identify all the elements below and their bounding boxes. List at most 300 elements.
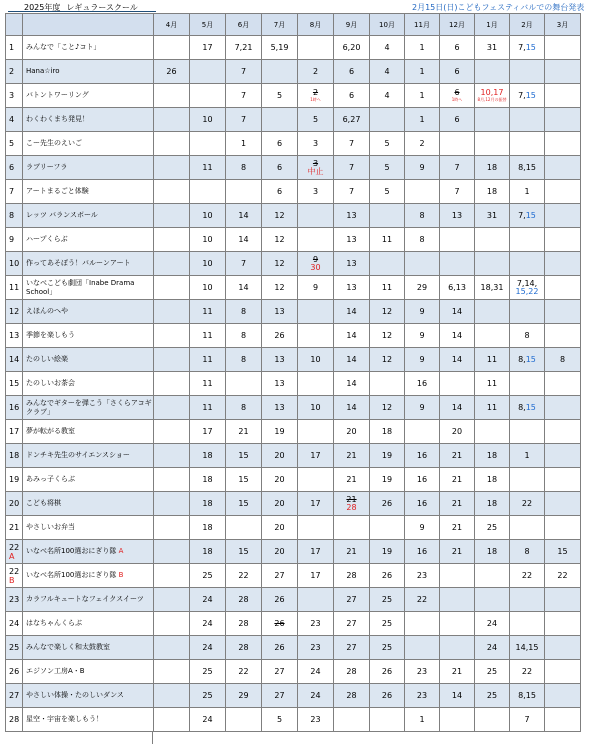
month-cell: 7 [226, 108, 262, 132]
class-name: いなべ名所100選おにぎり隊 A [23, 540, 154, 564]
month-cell [154, 468, 190, 492]
month-cell: 8 [226, 348, 262, 372]
month-cell: 14 [226, 276, 262, 300]
month-cell [190, 132, 226, 156]
month-cell: 23 [405, 564, 440, 588]
month-header: 3月 [545, 14, 581, 36]
month-cell [440, 564, 475, 588]
row-number: 4 [6, 108, 23, 132]
month-cell [298, 36, 334, 60]
month-cell [440, 252, 475, 276]
row-number: 6 [6, 156, 23, 180]
table-row [6, 252, 581, 276]
month-cell: 18 [190, 516, 226, 540]
table-edge-line [152, 732, 153, 744]
row-number: 17 [6, 420, 23, 444]
row-number: 2 [6, 60, 23, 84]
month-cell: 5 [370, 180, 405, 204]
month-cell: 25 [475, 516, 510, 540]
month-cell: 23 [405, 660, 440, 684]
month-cell: 1 [510, 180, 545, 204]
class-name: いなべこども劇団「Inabe Drama School」 [23, 276, 154, 300]
class-name: あみっ子くらぶ [23, 468, 154, 492]
month-cell: 21 [440, 492, 475, 516]
month-cell [545, 396, 581, 420]
month-cell [154, 492, 190, 516]
month-cell: 14 [440, 324, 475, 348]
month-cell: 29 [226, 684, 262, 708]
month-cell [545, 36, 581, 60]
row-number: 8 [6, 204, 23, 228]
month-cell: 26 [262, 612, 298, 636]
month-cell: 4 [370, 60, 405, 84]
month-cell [545, 444, 581, 468]
month-cell: 13 [334, 204, 370, 228]
month-cell: 15 [545, 540, 581, 564]
month-cell: 6 [440, 108, 475, 132]
month-cell: 20 [440, 420, 475, 444]
class-name: みんなでギターを弾こう「さくらアコギクラブ」 [23, 396, 154, 420]
month-cell: 11 [190, 300, 226, 324]
month-cell: 12 [262, 228, 298, 252]
month-cell [154, 252, 190, 276]
month-cell [154, 84, 190, 108]
month-cell: 31 [475, 36, 510, 60]
month-cell [440, 612, 475, 636]
month-cell [545, 636, 581, 660]
month-cell: 6,20 [334, 36, 370, 60]
table-row [6, 204, 581, 228]
month-cell: 7,15 [510, 36, 545, 60]
class-name: いなべ名所100選おにぎり隊 B [23, 564, 154, 588]
month-cell: 25 [190, 564, 226, 588]
month-cell: 13 [440, 204, 475, 228]
row-number: 15 [6, 372, 23, 396]
table-row [6, 708, 581, 732]
month-cell: 2 1時へ [298, 84, 334, 108]
table-row [6, 84, 581, 108]
table-row [6, 324, 581, 348]
month-cell: 14 [226, 204, 262, 228]
table-row [6, 396, 581, 420]
month-cell: 6 1時へ [440, 84, 475, 108]
month-cell: 14 [334, 396, 370, 420]
table-row [6, 444, 581, 468]
month-cell: 21 [334, 468, 370, 492]
month-cell: 26 [262, 636, 298, 660]
month-cell [154, 636, 190, 660]
month-cell: 2 [298, 60, 334, 84]
group-tag: B [118, 571, 124, 579]
class-name: やさしい体操・たのしいダンス [23, 684, 154, 708]
month-cell [510, 588, 545, 612]
month-cell [190, 60, 226, 84]
month-cell: 8 [405, 204, 440, 228]
month-cell: 9 30 [298, 252, 334, 276]
month-header: 11月 [405, 14, 440, 36]
month-cell [154, 420, 190, 444]
class-name: レッツ バランスボール [23, 204, 154, 228]
month-cell: 6,27 [334, 108, 370, 132]
row-number: 13 [6, 324, 23, 348]
month-cell: 18,31 [475, 276, 510, 300]
month-cell: 11 [370, 276, 405, 300]
month-cell [475, 252, 510, 276]
table-row [6, 468, 581, 492]
month-cell: 1 [405, 108, 440, 132]
month-cell: 10 [190, 204, 226, 228]
month-cell: 23 [298, 708, 334, 732]
month-cell: 24 [475, 612, 510, 636]
month-cell: 14 [334, 372, 370, 396]
month-cell: 6 [334, 60, 370, 84]
month-cell: 14 [334, 324, 370, 348]
month-cell [475, 324, 510, 348]
class-name: たのしい絵楽 [23, 348, 154, 372]
month-cell [226, 180, 262, 204]
month-cell [154, 156, 190, 180]
title-underline [8, 11, 156, 12]
month-cell: 5 [370, 156, 405, 180]
month-header: 7月 [262, 14, 298, 36]
month-cell [154, 708, 190, 732]
month-cell [154, 180, 190, 204]
month-cell: 3 [298, 132, 334, 156]
month-cell: 11 [190, 372, 226, 396]
row-sub-letter: B [9, 575, 15, 585]
row-number: 19 [6, 468, 23, 492]
month-cell: 27 [262, 660, 298, 684]
month-header: 9月 [334, 14, 370, 36]
month-cell [510, 612, 545, 636]
class-name: はなちゃんくらぶ [23, 612, 154, 636]
month-cell: 4 [370, 36, 405, 60]
month-cell: 7 [440, 156, 475, 180]
table-row [6, 660, 581, 684]
month-cell [545, 252, 581, 276]
month-cell: 26 [370, 564, 405, 588]
month-cell: 18 [475, 468, 510, 492]
month-cell [405, 636, 440, 660]
month-header: 4月 [154, 14, 190, 36]
month-cell [440, 372, 475, 396]
month-header: 1月 [475, 14, 510, 36]
month-cell [154, 660, 190, 684]
month-cell [440, 588, 475, 612]
month-cell: 6,13 [440, 276, 475, 300]
school-title: レギュラースクール [66, 3, 138, 12]
month-cell [154, 588, 190, 612]
month-cell: 23 [298, 612, 334, 636]
month-cell [440, 228, 475, 252]
table-row [6, 276, 581, 300]
month-cell [545, 372, 581, 396]
month-cell: 5,19 [262, 36, 298, 60]
month-cell [545, 660, 581, 684]
class-name: Hana☆iro [23, 60, 154, 84]
month-cell: 7 [334, 180, 370, 204]
month-cell: 20 [262, 468, 298, 492]
month-cell: 8,15 [510, 396, 545, 420]
month-cell [154, 348, 190, 372]
month-cell: 17 [190, 420, 226, 444]
class-name: こー先生のえいご [23, 132, 154, 156]
table-row [6, 492, 581, 516]
month-cell: 8 [545, 348, 581, 372]
table-row [6, 132, 581, 156]
month-cell: 22 [545, 564, 581, 588]
month-cell [405, 252, 440, 276]
month-cell: 22 [510, 564, 545, 588]
month-cell: 14 [440, 396, 475, 420]
month-cell [510, 228, 545, 252]
month-cell: 21 [440, 540, 475, 564]
month-cell: 25 [370, 636, 405, 660]
month-cell [298, 372, 334, 396]
month-cell: 15 [226, 468, 262, 492]
month-cell: 24 [190, 636, 226, 660]
month-cell: 28 [226, 636, 262, 660]
month-cell: 20 [334, 420, 370, 444]
month-cell: 14 [440, 300, 475, 324]
month-cell: 10 [190, 108, 226, 132]
month-cell: 18 [190, 468, 226, 492]
month-cell: 18 [190, 540, 226, 564]
month-cell: 21 [440, 468, 475, 492]
month-cell: 9 [405, 516, 440, 540]
month-cell [154, 132, 190, 156]
month-cell [298, 468, 334, 492]
month-cell: 15 [226, 444, 262, 468]
row-number: 3 [6, 84, 23, 108]
row-sub-letter: A [9, 551, 15, 561]
month-cell: 11 [190, 396, 226, 420]
month-cell: 22 [226, 660, 262, 684]
month-cell: 12 [370, 324, 405, 348]
month-cell [405, 612, 440, 636]
schedule-table [5, 13, 581, 732]
month-cell: 9 [405, 348, 440, 372]
month-cell [370, 708, 405, 732]
month-cell [154, 372, 190, 396]
month-cell: 18 [190, 444, 226, 468]
month-header: 10月 [370, 14, 405, 36]
month-cell: 1 [405, 84, 440, 108]
month-cell: 8 [510, 540, 545, 564]
month-cell: 10 [190, 252, 226, 276]
row-number: 18 [6, 444, 23, 468]
month-cell: 19 [370, 444, 405, 468]
month-cell [154, 612, 190, 636]
month-cell: 10 [298, 348, 334, 372]
month-cell: 28 [226, 588, 262, 612]
month-cell: 7,21 [226, 36, 262, 60]
month-cell: 21 28 [334, 492, 370, 516]
row-number: 9 [6, 228, 23, 252]
month-cell [475, 564, 510, 588]
month-cell: 5 [298, 108, 334, 132]
month-cell: 11 [475, 372, 510, 396]
month-cell: 28 [334, 684, 370, 708]
month-cell: 27 [334, 612, 370, 636]
month-cell: 16 [405, 468, 440, 492]
month-cell: 13 [334, 252, 370, 276]
month-cell: 13 [262, 372, 298, 396]
month-cell: 22 [405, 588, 440, 612]
month-cell: 9 [405, 396, 440, 420]
month-cell: 9 [405, 324, 440, 348]
month-cell [370, 204, 405, 228]
row-number: 24 [6, 612, 23, 636]
month-cell [545, 84, 581, 108]
month-cell [475, 60, 510, 84]
month-cell: 26 [370, 660, 405, 684]
month-cell: 29 [405, 276, 440, 300]
row-number: 21 [6, 516, 23, 540]
table-row [6, 564, 581, 588]
month-cell: 3 [298, 180, 334, 204]
month-cell: 9 [405, 156, 440, 180]
month-cell: 13 [334, 276, 370, 300]
class-name: 夢が転がる教室 [23, 420, 154, 444]
row-number: 1 [6, 36, 23, 60]
month-cell [154, 204, 190, 228]
month-cell [154, 564, 190, 588]
header-blank [23, 14, 154, 36]
month-cell: 9 [298, 276, 334, 300]
month-cell: 26 [370, 684, 405, 708]
table-row [6, 228, 581, 252]
month-cell [154, 108, 190, 132]
month-cell [190, 180, 226, 204]
month-cell: 20 [262, 540, 298, 564]
month-cell [475, 708, 510, 732]
month-cell [154, 396, 190, 420]
row-number: 28 [6, 708, 23, 732]
month-cell: 1 [510, 444, 545, 468]
table-row [6, 612, 581, 636]
class-name: わくわくまち発見！ [23, 108, 154, 132]
month-cell: 6 [334, 84, 370, 108]
month-cell: 25 [475, 660, 510, 684]
month-cell: 24 [298, 684, 334, 708]
month-cell [545, 708, 581, 732]
table-row [6, 516, 581, 540]
month-cell [154, 228, 190, 252]
month-cell [226, 708, 262, 732]
month-cell: 6 [262, 156, 298, 180]
month-cell: 24 [190, 708, 226, 732]
table-row [6, 156, 581, 180]
month-cell: 16 [405, 492, 440, 516]
month-header: 6月 [226, 14, 262, 36]
month-cell [154, 444, 190, 468]
month-cell: 12 [370, 396, 405, 420]
month-cell: 12 [370, 348, 405, 372]
table-row [6, 180, 581, 204]
month-cell: 12 [370, 300, 405, 324]
table-row [6, 60, 581, 84]
month-cell: 18 [370, 420, 405, 444]
month-cell: 25 [370, 612, 405, 636]
month-cell: 7,14, 15,22 [510, 276, 545, 300]
table-row [6, 420, 581, 444]
month-cell [510, 108, 545, 132]
month-cell: 25 [190, 684, 226, 708]
month-cell: 3 中止 [298, 156, 334, 180]
month-cell: 17 [298, 492, 334, 516]
month-cell: 17 [190, 36, 226, 60]
month-cell [545, 276, 581, 300]
month-cell [262, 60, 298, 84]
month-header: 2月 [510, 14, 545, 36]
table-row [6, 108, 581, 132]
row-number: 25 [6, 636, 23, 660]
month-cell: 10 [298, 396, 334, 420]
month-cell: 28 [334, 660, 370, 684]
month-cell: 7 [226, 60, 262, 84]
month-cell: 8,15 [510, 348, 545, 372]
month-cell: 8 [405, 228, 440, 252]
month-cell: 5 [262, 84, 298, 108]
month-cell: 23 [405, 684, 440, 708]
class-name: ハープくらぶ [23, 228, 154, 252]
month-cell [475, 132, 510, 156]
month-cell [405, 420, 440, 444]
row-number: 27 [6, 684, 23, 708]
month-cell: 7,15 [510, 204, 545, 228]
table-row [6, 300, 581, 324]
class-name: みんなで「こと♪コト」 [23, 36, 154, 60]
month-cell: 10 [190, 228, 226, 252]
row-number: 22 A [6, 540, 23, 564]
month-cell [545, 684, 581, 708]
class-name: 星空・宇宙を楽しもう！ [23, 708, 154, 732]
month-cell [510, 468, 545, 492]
month-cell: 6 [262, 180, 298, 204]
month-cell: 6 [440, 60, 475, 84]
class-name: みんなで楽しく和太鼓教室 [23, 636, 154, 660]
month-cell: 26 [262, 324, 298, 348]
month-cell [298, 420, 334, 444]
month-cell: 5 [262, 708, 298, 732]
month-cell: 4 [370, 84, 405, 108]
month-cell: 10 [190, 276, 226, 300]
month-cell [298, 300, 334, 324]
month-cell [298, 588, 334, 612]
month-cell [298, 204, 334, 228]
month-cell [510, 60, 545, 84]
month-cell: 21 [440, 516, 475, 540]
month-cell: 12 [262, 276, 298, 300]
row-number: 7 [6, 180, 23, 204]
month-cell: 27 [262, 564, 298, 588]
month-cell: 13 [262, 348, 298, 372]
month-cell: 7 [226, 84, 262, 108]
month-cell: 27 [334, 636, 370, 660]
month-cell [475, 420, 510, 444]
table-row [6, 588, 581, 612]
month-cell: 7 [334, 132, 370, 156]
month-cell: 11 [475, 348, 510, 372]
month-cell [370, 516, 405, 540]
month-cell [440, 132, 475, 156]
class-name: カラフルキュートなフェイクスイーツ [23, 588, 154, 612]
month-cell: 27 [334, 588, 370, 612]
month-cell: 6 [440, 36, 475, 60]
month-cell [190, 84, 226, 108]
month-cell: 14 [334, 348, 370, 372]
